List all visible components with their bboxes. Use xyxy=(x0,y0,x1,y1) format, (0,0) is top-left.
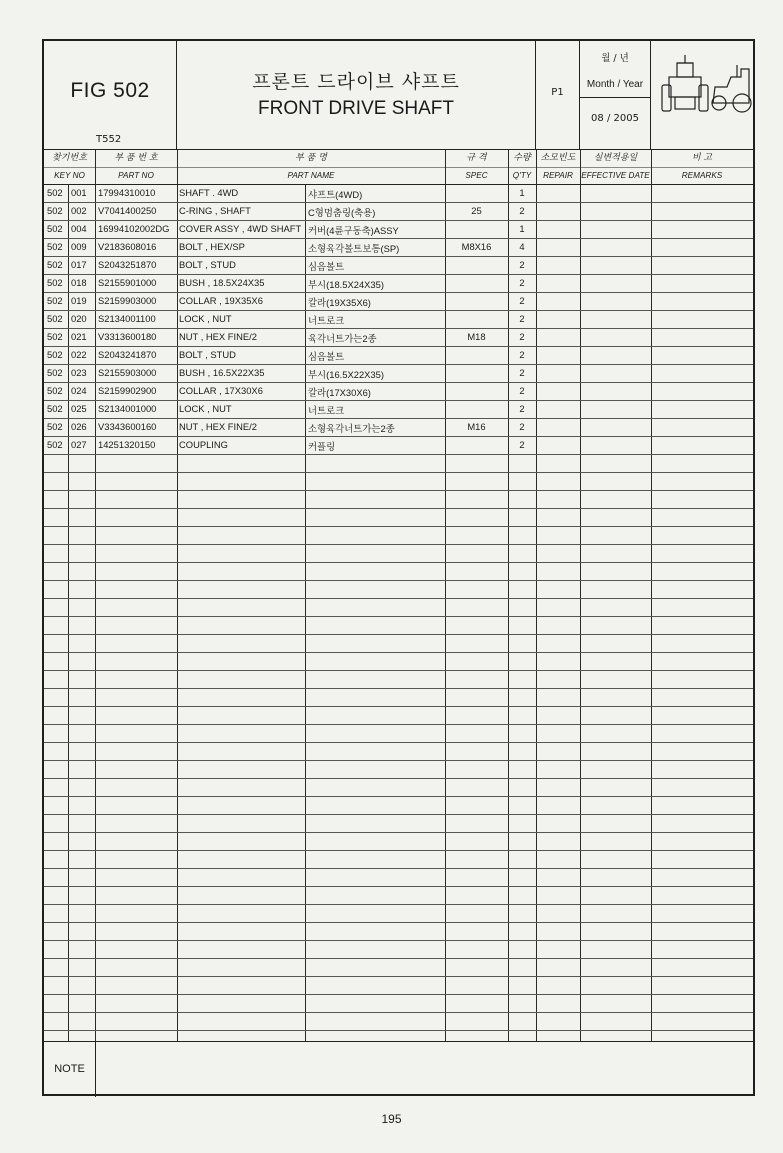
cell-name-kr: 심음볼트 xyxy=(308,351,345,362)
cell-key: 004 xyxy=(71,223,87,234)
cell-qty: 2 xyxy=(519,295,525,306)
cell-key: 023 xyxy=(71,367,87,378)
cell-name-en: NUT , HEX FINE/2 xyxy=(179,331,257,342)
cell-qty: 4 xyxy=(519,241,525,252)
col-partno: PART NO xyxy=(118,171,154,180)
cell-part-no: S2134001100 xyxy=(98,313,156,324)
cell-name-kr: 너트로크 xyxy=(308,315,345,326)
cell-name-en: LOCK , NUT xyxy=(179,403,232,414)
cell-name-kr: 부시(18.5X24X35) xyxy=(308,279,384,290)
cell-part-no: V7041400250 xyxy=(98,205,157,216)
cell-qty: 2 xyxy=(519,331,525,342)
tractor-icon xyxy=(651,41,753,149)
cell-key: 025 xyxy=(71,403,87,414)
cell-fig: 502 xyxy=(47,205,63,216)
col-repair-kr: 소모빈도 xyxy=(540,153,576,163)
cell-part-no: V3343600160 xyxy=(98,421,157,432)
col-effective: EFFECTIVE DATE xyxy=(581,171,650,180)
cell-fig: 502 xyxy=(47,367,63,378)
cell-key: 019 xyxy=(71,295,87,306)
cell-name-kr: 샤프트(4WD) xyxy=(308,189,363,200)
cell-name-kr: 부시(16.5X22X35) xyxy=(308,369,384,380)
cell-fig: 502 xyxy=(47,295,63,306)
cell-fig: 502 xyxy=(47,403,63,414)
cell-name-en: COLLAR , 17X30X6 xyxy=(179,385,263,396)
cell-qty: 2 xyxy=(519,277,525,288)
cell-key: 002 xyxy=(71,205,87,216)
figure-number: FIG 502 xyxy=(70,79,150,102)
cell-fig: 502 xyxy=(47,313,63,324)
title-cell xyxy=(177,41,536,149)
cell-qty: 2 xyxy=(519,439,525,450)
cell-name-en: COVER ASSY , 4WD SHAFT xyxy=(179,223,302,234)
cell-fig: 502 xyxy=(47,349,63,360)
cell-name-en: SHAFT . 4WD xyxy=(179,187,239,198)
col-key: KEY NO xyxy=(54,171,85,180)
cell-spec: M16 xyxy=(467,421,486,432)
title-korean: 프론트 드라이브 샤프트 xyxy=(252,71,460,93)
title-english: FRONT DRIVE SHAFT xyxy=(258,98,454,119)
cell-key: 001 xyxy=(71,187,87,198)
cell-name-en: NUT , HEX FINE/2 xyxy=(179,421,257,432)
cell-qty: 2 xyxy=(519,403,525,414)
col-spec-kr: 규 격 xyxy=(466,153,487,163)
cell-qty: 1 xyxy=(519,187,525,198)
cell-name-en: BOLT , STUD xyxy=(179,259,236,270)
col-key-kr: 찾기번호 xyxy=(52,153,87,163)
cell-spec: M18 xyxy=(467,331,486,342)
col-qty: Q'TY xyxy=(512,171,532,180)
cell-part-no: V2183608016 xyxy=(98,241,157,252)
cell-key: 024 xyxy=(71,385,87,396)
cell-part-no: 16994102002DG xyxy=(98,223,170,234)
page-cell xyxy=(536,41,580,149)
col-name-kr: 부 품 명 xyxy=(295,153,327,163)
cell-qty: 2 xyxy=(519,313,525,324)
col-effective-kr: 실변적용일 xyxy=(593,153,638,163)
cell-name-kr: 육각너트가는2종 xyxy=(308,333,377,344)
cell-part-no: S2159902900 xyxy=(98,385,157,396)
page-code: P1 xyxy=(551,87,564,98)
cell-key: 017 xyxy=(71,259,87,270)
cell-name-en: COLLAR , 19X35X6 xyxy=(179,295,263,306)
cell-name-en: BUSH , 16.5X22X35 xyxy=(179,367,265,378)
cell-key: 009 xyxy=(71,241,87,252)
cell-fig: 502 xyxy=(47,241,63,252)
cell-part-no: S2155903000 xyxy=(98,367,157,378)
cell-part-no: 17994310010 xyxy=(98,187,156,198)
cell-qty: 2 xyxy=(519,367,525,378)
cell-name-en: BOLT , STUD xyxy=(179,349,236,360)
cell-fig: 502 xyxy=(47,385,63,396)
cell-name-en: C-RING , SHAFT xyxy=(179,205,251,216)
date-value: 08 / 2005 xyxy=(591,113,639,124)
date-cell xyxy=(580,41,651,149)
note-area xyxy=(44,1041,753,1097)
figure-cell xyxy=(44,41,177,149)
date-label: Month / Year xyxy=(586,79,644,90)
cell-name-kr: 소형육각볼트보통(SP) xyxy=(308,243,400,254)
cell-fig: 502 xyxy=(47,421,63,432)
col-qty-kr: 수량 xyxy=(513,153,531,163)
cell-qty: 2 xyxy=(519,259,525,270)
cell-name-kr: 커플링 xyxy=(308,441,336,452)
cell-name-en: BOLT , HEX/SP xyxy=(179,241,245,252)
cell-name-kr: 커버(4륜구동축)ASSY xyxy=(308,225,399,236)
cell-key: 022 xyxy=(71,349,87,360)
cell-fig: 502 xyxy=(47,223,63,234)
note-label: NOTE xyxy=(44,1042,96,1097)
cell-name-kr: 칼라(17X30X6) xyxy=(308,387,371,398)
cell-part-no: S2043241870 xyxy=(98,349,157,360)
model-code: T552 xyxy=(96,134,122,145)
cell-qty: 2 xyxy=(519,421,525,432)
cell-fig: 502 xyxy=(47,331,63,342)
cell-part-no: S2043251870 xyxy=(98,259,157,270)
col-repair: REPAIR xyxy=(543,171,573,180)
page-number: 195 xyxy=(381,1112,402,1126)
cell-name-kr: C형멈춤링(축용) xyxy=(308,207,376,218)
col-partno-kr: 부 품 번 호 xyxy=(114,153,158,163)
cell-name-en: LOCK , NUT xyxy=(179,313,232,324)
cell-name-en: BUSH , 18.5X24X35 xyxy=(179,277,265,288)
cell-name-kr: 칼라(19X35X6) xyxy=(308,297,371,308)
cell-name-kr: 심음볼트 xyxy=(308,261,345,272)
cell-key: 021 xyxy=(71,331,87,342)
cell-part-no: V3313600180 xyxy=(98,331,157,342)
cell-key: 020 xyxy=(71,313,87,324)
col-name: PART NAME xyxy=(287,171,335,180)
cell-name-en: COUPLING xyxy=(179,439,228,450)
cell-fig: 502 xyxy=(47,259,63,270)
cell-spec: 25 xyxy=(471,205,482,216)
cell-fig: 502 xyxy=(47,439,63,450)
col-spec: SPEC xyxy=(465,171,488,180)
col-remarks-kr: 비 고 xyxy=(691,153,713,163)
cell-part-no: S2159903000 xyxy=(98,295,157,306)
cell-name-kr: 소형육각너트가는2종 xyxy=(308,423,395,434)
cell-qty: 1 xyxy=(519,223,525,234)
tractor-illustration xyxy=(651,41,753,149)
cell-qty: 2 xyxy=(519,349,525,360)
cell-key: 018 xyxy=(71,277,87,288)
cell-fig: 502 xyxy=(47,187,63,198)
cell-qty: 2 xyxy=(519,205,525,216)
cell-part-no: 14251320150 xyxy=(98,439,156,450)
cell-name-kr: 너트로크 xyxy=(308,405,345,416)
cell-key: 027 xyxy=(71,439,87,450)
cell-part-no: S2155901000 xyxy=(98,277,157,288)
cell-spec: M8X16 xyxy=(461,241,492,252)
date-label-korean: 월 / 년 xyxy=(601,53,629,64)
col-remarks: REMARKS xyxy=(681,171,723,180)
cell-qty: 2 xyxy=(519,385,525,396)
cell-fig: 502 xyxy=(47,277,63,288)
cell-part-no: S2134001000 xyxy=(98,403,157,414)
cell-key: 026 xyxy=(71,421,87,432)
parts-page-frame xyxy=(42,39,755,1096)
